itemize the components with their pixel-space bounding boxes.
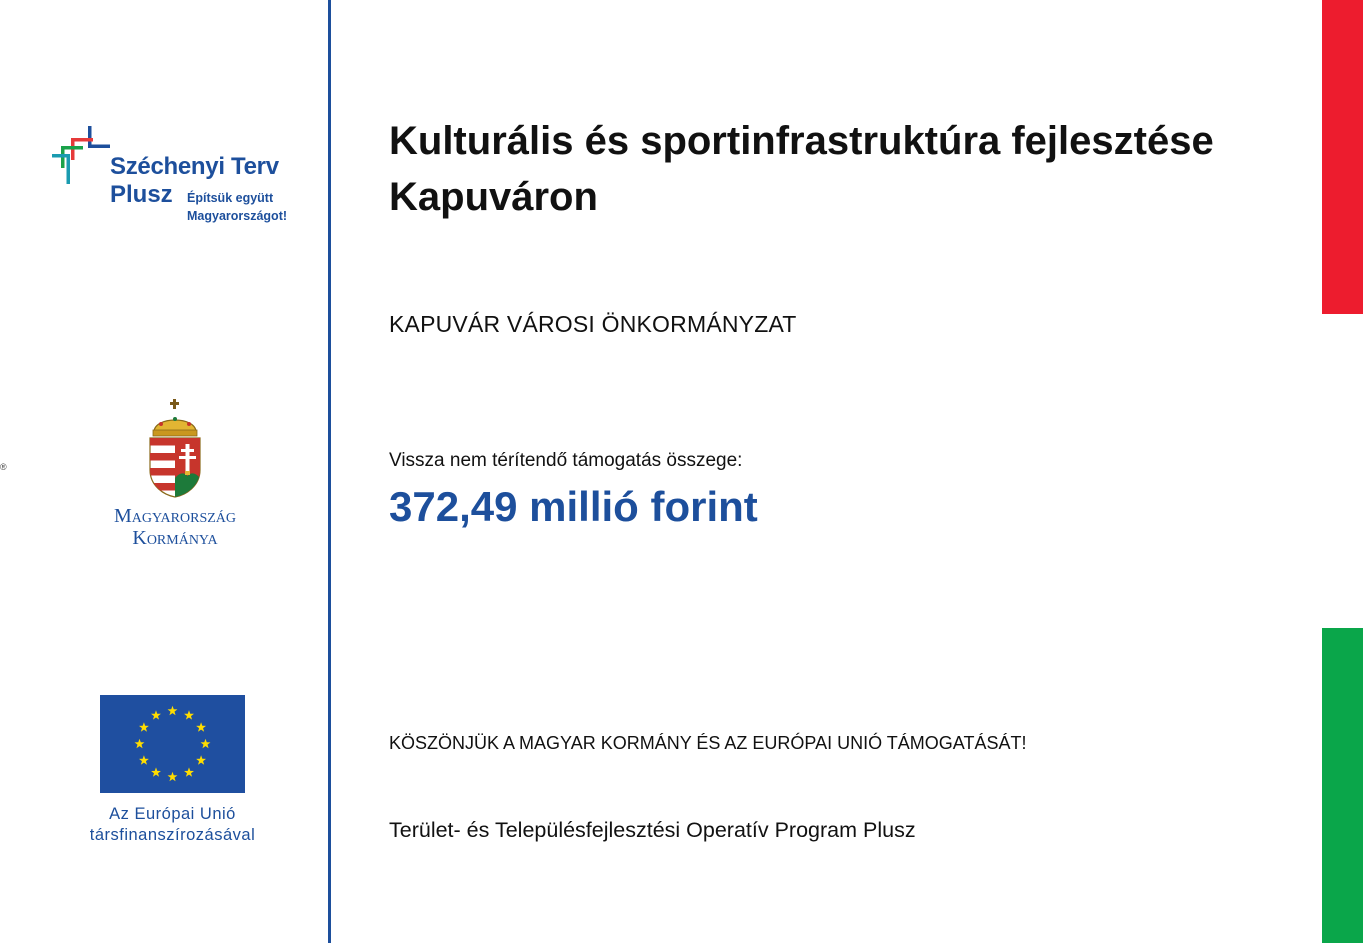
eu-star-icon: [196, 755, 206, 764]
eu-star-icon: [151, 710, 161, 719]
eu-star-icon: [139, 722, 149, 731]
coat-of-arms-icon: [146, 398, 204, 498]
eu-logo: [60, 695, 285, 855]
government-text: [90, 505, 260, 549]
eu-star-icon: [151, 767, 161, 776]
beneficiary-name: KAPUVÁR VÁROSI ÖNKORMÁNYZAT: [389, 311, 797, 337]
eu-star-icon: [184, 710, 194, 719]
government-line-1: Magyarország: [113, 505, 237, 527]
eu-star-icon: [139, 755, 149, 764]
flag-stripe-green: [1322, 628, 1363, 943]
szechenyi-plusz: Plusz: [110, 181, 173, 208]
szechenyi-title: Széchenyi Terv: [110, 153, 279, 180]
eu-line-2: társfinanszírozásával: [89, 826, 256, 844]
slogan-line-2: Magyarországot!: [187, 209, 288, 223]
eu-star-icon: [201, 739, 211, 748]
eu-star-icon: [168, 706, 178, 715]
eu-star-icon: [168, 772, 178, 781]
hungarian-government-logo: [90, 398, 260, 550]
slogan-line-1: Építsük együtt: [187, 191, 274, 205]
registered-mark: ®: [0, 462, 7, 472]
flag-stripe-red: [1322, 0, 1363, 314]
vertical-divider: [328, 0, 331, 943]
eu-star-icon: [184, 767, 194, 776]
project-title: Kulturális és sportinfrastruktúra fejlesztése Kapuváron: [389, 119, 1214, 219]
szechenyi-terv-plusz-logo: [52, 126, 312, 226]
government-line-2: Kormánya: [132, 527, 218, 549]
szechenyi-cross-icon: [52, 126, 112, 186]
eu-star-icon: [135, 739, 145, 748]
thanks-text: KÖSZÖNJÜK A MAGYAR KORMÁNY ÉS AZ EURÓPAI UNIÓ TÁMOGATÁSÁT!: [389, 733, 1027, 753]
grant-label: Vissza nem térítendő támogatás összege:: [389, 450, 743, 471]
program-name: Terület- és Településfejlesztési Operatív Program Plusz: [389, 818, 916, 842]
eu-stars-icon: [100, 695, 245, 793]
eu-flag: [100, 695, 245, 793]
eu-line-1: Az Európai Unió: [109, 805, 236, 823]
szechenyi-slogan: [187, 189, 287, 225]
eu-text: [60, 804, 285, 846]
eu-star-icon: [196, 722, 206, 731]
grant-amount: 372,49 millió forint: [389, 483, 758, 530]
